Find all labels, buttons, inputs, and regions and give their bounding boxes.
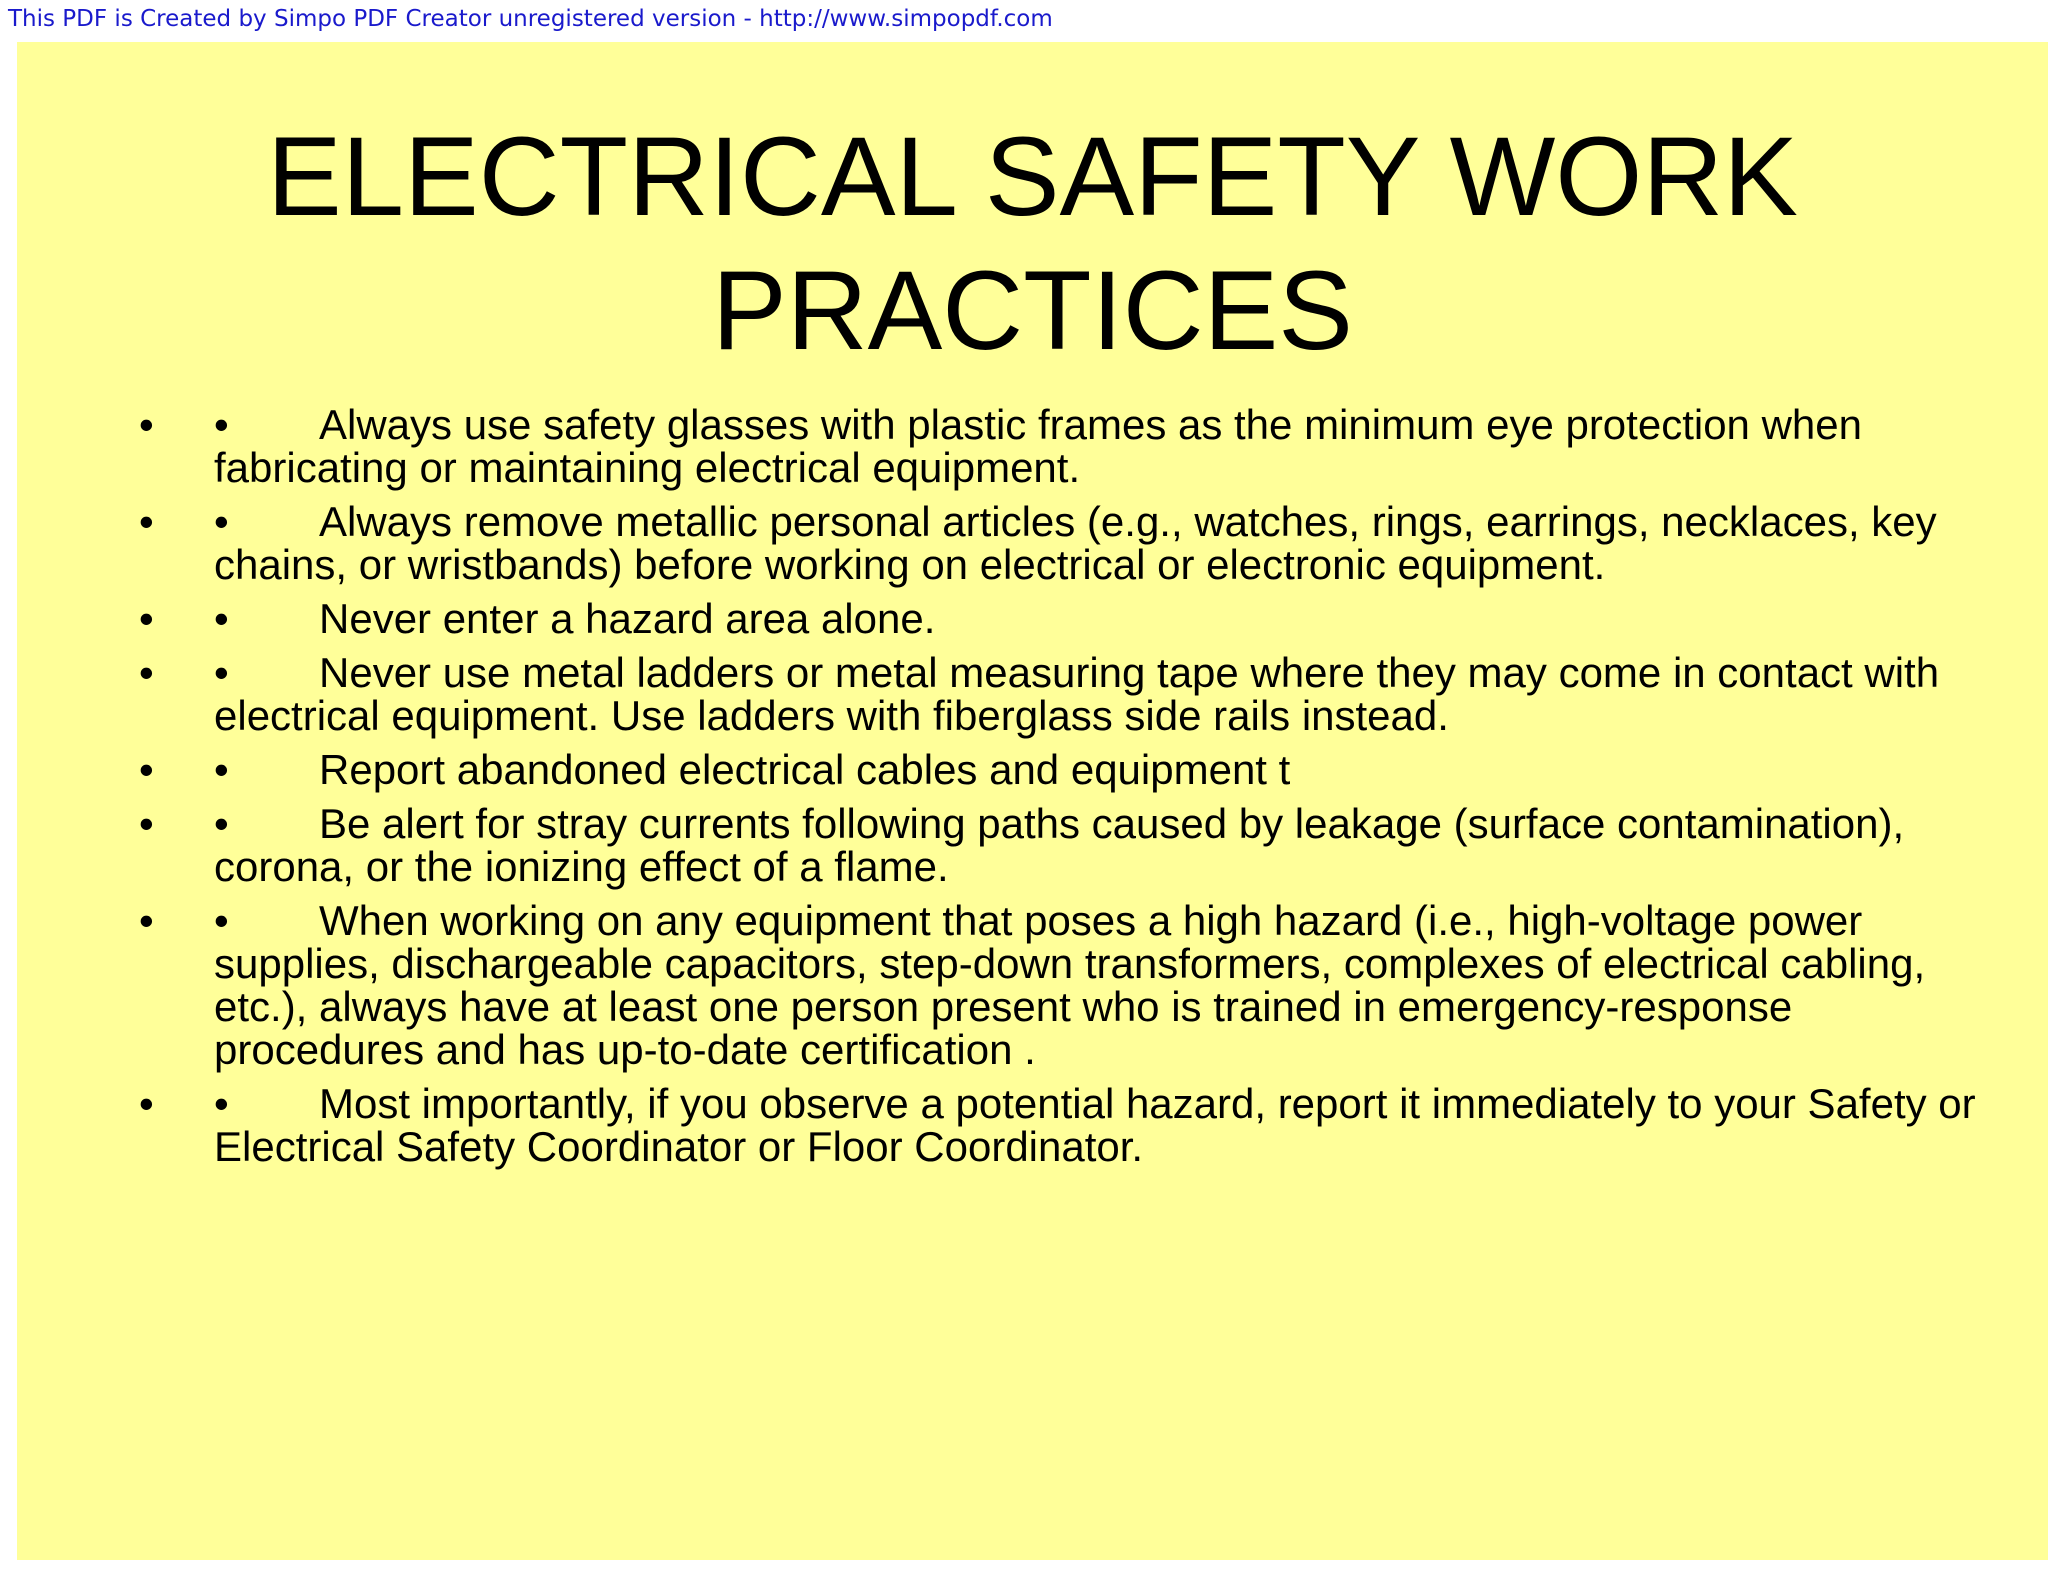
bullet-glyph: • [214, 649, 229, 696]
bullet-glyph: • [139, 649, 154, 696]
list-item-text: Always use safety glasses with plastic frames as the minimum eye protection when fabricating or maintaining electrical equipment. [214, 401, 1862, 491]
list-item-text: Never enter a hazard area alone. [319, 595, 936, 642]
list-item-text: Most importantly, if you observe a potential hazard, report it immediately to your Safety or Electrical Safety Coordinator or Floor Coordinator. [214, 1080, 1976, 1170]
bullet-glyph: • [139, 401, 154, 448]
list-item-text: Be alert for stray currents following paths caused by leakage (surface contamination), corona, or the ionizing effect of a flame. [214, 800, 1905, 890]
bullet-glyph: • [139, 897, 154, 944]
bullet-glyph: • [214, 595, 229, 642]
list-item-text: Report abandoned electrical cables and equipment t [319, 746, 1291, 793]
slide-title: ELECTRICAL SAFETY WORK PRACTICES [267, 114, 1798, 373]
list-item [17, 651, 2048, 737]
list-item [17, 899, 2048, 1071]
bullet-glyph: • [214, 1080, 229, 1127]
bullet-list [17, 403, 2048, 1179]
list-item [17, 597, 2048, 640]
list-item-text: Never use metal ladders or metal measuring tape where they may come in contact with electrical equipment. Use ladders with fiberglass side rails instead. [214, 649, 1940, 739]
list-item-text: When working on any equipment that poses a high hazard (i.e., high-voltage power supplies, dischargeable capacitors, step-down transformers, complexes of electrical cabling, etc.), always have at least one person present who is trained in emergency-response procedures and has up-to-date certification . [214, 897, 1926, 1073]
bullet-glyph: • [139, 746, 154, 793]
list-item-text: Always remove metallic personal articles (e.g., watches, rings, earrings, necklaces, key chains, or wristbands) before working on electrical or electronic equipment. [214, 498, 1937, 588]
list-item [17, 403, 2048, 489]
bullet-glyph: • [214, 498, 229, 545]
list-item [17, 802, 2048, 888]
list-item [17, 500, 2048, 586]
bullet-glyph: • [214, 401, 229, 448]
bullet-glyph: • [214, 897, 229, 944]
slide [17, 42, 2048, 1560]
bullet-glyph: • [214, 746, 229, 793]
list-item [17, 748, 2048, 791]
watermark-text: This PDF is Created by Simpo PDF Creator unregistered version - http://www.simpopdf.com [8, 6, 1053, 32]
bullet-glyph: • [139, 1080, 154, 1127]
bullet-glyph: • [139, 498, 154, 545]
bullet-glyph: • [139, 800, 154, 847]
list-item [17, 1082, 2048, 1168]
bullet-glyph: • [139, 595, 154, 642]
bullet-glyph: • [214, 800, 229, 847]
